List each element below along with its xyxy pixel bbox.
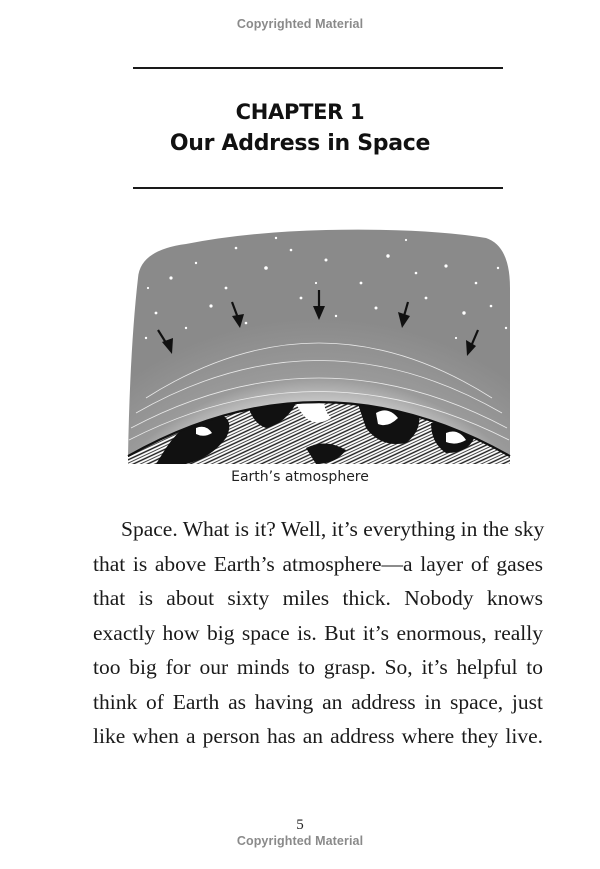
page-number: 5 (296, 817, 304, 833)
body-line: that is above Earth’s atmosphere—a layer of gases (93, 551, 543, 576)
watermark-bottom: Copyrighted Material (236, 834, 364, 848)
chapter-number: CHAPTER 1 (235, 100, 365, 124)
body-line: too big for our minds to grasp. So, it’s helpful to (93, 655, 543, 679)
body-line: think of Earth as having an address in space, just (93, 689, 543, 714)
body-line: Space. What is it? Well, it’s everything in the sky (121, 517, 545, 541)
earth-atmosphere-illustration (126, 228, 512, 464)
body-paragraph (93, 512, 543, 754)
divider-bottom (133, 187, 503, 189)
figure-caption: Earth’s atmosphere (231, 469, 369, 485)
chapter-title: Our Address in Space (169, 131, 431, 156)
body-line: like when a person has an address where they live. (93, 724, 543, 748)
divider-top (133, 67, 503, 69)
body-line: exactly how big space is. But it’s enormous, really (93, 620, 543, 645)
body-line: that is about sixty miles thick. Nobody knows (93, 586, 543, 610)
watermark-top: Copyrighted Material (236, 17, 364, 31)
